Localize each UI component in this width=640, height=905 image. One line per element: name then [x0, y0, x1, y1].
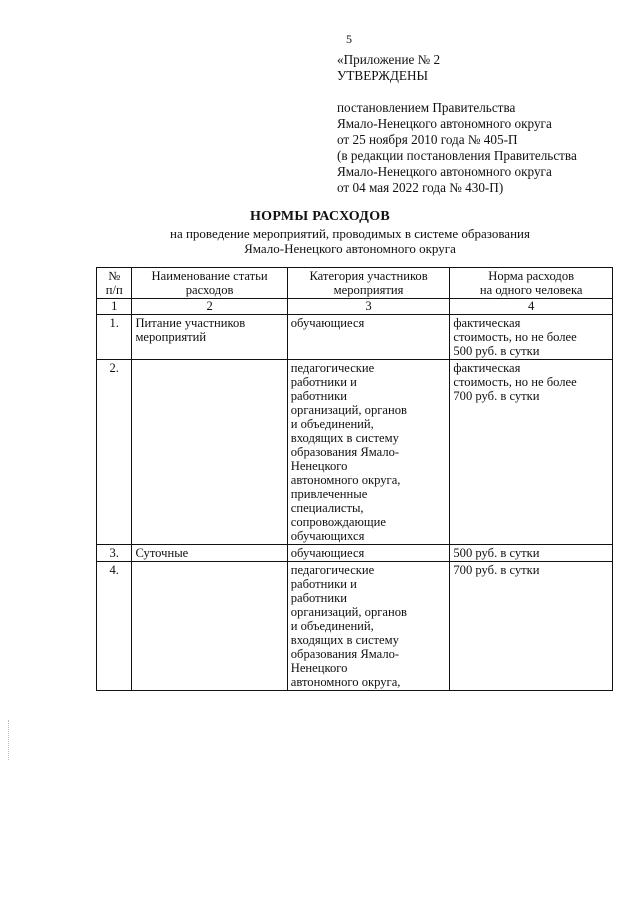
row-category-line: образования Ямало-	[290, 445, 400, 459]
row-category-line: работники	[290, 389, 348, 403]
row-norm	[450, 545, 613, 562]
row-norm	[450, 562, 613, 691]
row-norm-line: фактическая	[453, 316, 521, 330]
row-number	[97, 545, 132, 562]
row-item-line: мероприятий	[135, 330, 207, 344]
resolution-line: Ямало-Ненецкого автономного округа	[337, 164, 552, 179]
row-number-line: 1.	[109, 316, 119, 330]
row-category-line: организаций, органов	[290, 605, 407, 619]
row-category-line: входящих в систему	[290, 633, 399, 647]
table-body	[97, 315, 613, 691]
row-norm-line: стоимость, но не более	[453, 330, 577, 344]
row-category-line: и объединений,	[290, 417, 374, 431]
row-category	[287, 562, 450, 691]
row-category-line: работники	[290, 591, 348, 605]
subtitle-line: на проведение мероприятий, проводимых в системе образования	[170, 226, 530, 241]
row-category-line: Ненецкого	[290, 661, 348, 675]
row-norm-line: фактическая	[453, 361, 521, 375]
row-norm	[450, 315, 613, 360]
row-number-line: 2.	[109, 361, 119, 375]
row-number	[97, 360, 132, 545]
row-category-line: образования Ямало-	[290, 647, 400, 661]
appendix-label: «Приложение № 2	[337, 52, 441, 67]
column-number: 1	[97, 299, 132, 315]
row-norm-line: 500 руб. в сутки	[453, 546, 540, 560]
row-category-line: и объединений,	[290, 619, 374, 633]
column-number: 2	[132, 299, 287, 315]
header-norm: Норма расходов на одного человека	[450, 268, 613, 299]
approved-label: УТВЕРЖДЕНЫ	[337, 68, 429, 83]
row-norm-line: 700 руб. в сутки	[453, 563, 540, 577]
resolution-line: Ямало-Ненецкого автономного округа	[337, 116, 552, 131]
resolution-line: (в редакции постановления Правительства	[337, 148, 577, 163]
row-number-line: 4.	[109, 563, 119, 577]
row-item-line: Питание участников	[135, 316, 246, 330]
row-norm-line: 700 руб. в сутки	[453, 389, 540, 403]
table-row	[97, 315, 613, 360]
table-row	[97, 562, 613, 691]
row-category-line: обучающиеся	[290, 546, 365, 560]
row-category-line: обучающиеся	[290, 316, 365, 330]
page-number: 5	[346, 32, 352, 46]
resolution-line: постановлением Правительства	[337, 100, 516, 115]
row-number	[97, 315, 132, 360]
row-category	[287, 545, 450, 562]
row-category-line: обучающихся	[290, 529, 365, 543]
table-header-row	[97, 268, 613, 299]
row-category-line: работники и	[290, 577, 357, 591]
subtitle-line: Ямало-Ненецкого автономного округа	[244, 241, 456, 256]
row-norm	[450, 360, 613, 545]
column-number: 4	[450, 299, 613, 315]
row-number-line: 3.	[109, 546, 119, 560]
row-category-line: автономного округа,	[290, 675, 401, 689]
row-category-line: Ненецкого	[290, 459, 348, 473]
table-row	[97, 360, 613, 545]
row-category-line: организаций, органов	[290, 403, 407, 417]
row-category-line: работники и	[290, 375, 357, 389]
row-category-line: входящих в систему	[290, 431, 399, 445]
row-item	[132, 360, 287, 545]
row-category	[287, 360, 450, 545]
scan-margin-marks	[8, 720, 11, 760]
approval-header	[337, 52, 627, 196]
row-norm-line: стоимость, но не более	[453, 375, 577, 389]
column-number-row	[97, 299, 613, 315]
row-category-line: привлеченные	[290, 487, 368, 501]
row-item	[132, 315, 287, 360]
column-number: 3	[287, 299, 450, 315]
resolution-line: от 25 ноября 2010 года № 405-П	[337, 132, 518, 147]
table-row	[97, 545, 613, 562]
row-category	[287, 315, 450, 360]
document-title: НОРМЫ РАСХОДОВ	[249, 209, 391, 224]
resolution-line: от 04 мая 2022 года № 430-П)	[337, 180, 504, 195]
norms-table	[96, 267, 613, 691]
row-number	[97, 562, 132, 691]
row-category-line: педагогические	[290, 563, 375, 577]
row-category-line: педагогические	[290, 361, 375, 375]
row-category-line: специалисты,	[290, 501, 364, 515]
header-number: № п/п	[97, 268, 132, 299]
row-category-line: сопровождающие	[290, 515, 386, 529]
row-item	[132, 562, 287, 691]
row-item-line: Суточные	[135, 546, 189, 560]
header-item: Наименование статьи расходов	[132, 268, 287, 299]
document-subtitle	[0, 226, 640, 256]
row-item	[132, 545, 287, 562]
row-norm-line: 500 руб. в сутки	[453, 344, 540, 358]
header-category: Категория участников мероприятия	[287, 268, 450, 299]
row-category-line: автономного округа,	[290, 473, 401, 487]
